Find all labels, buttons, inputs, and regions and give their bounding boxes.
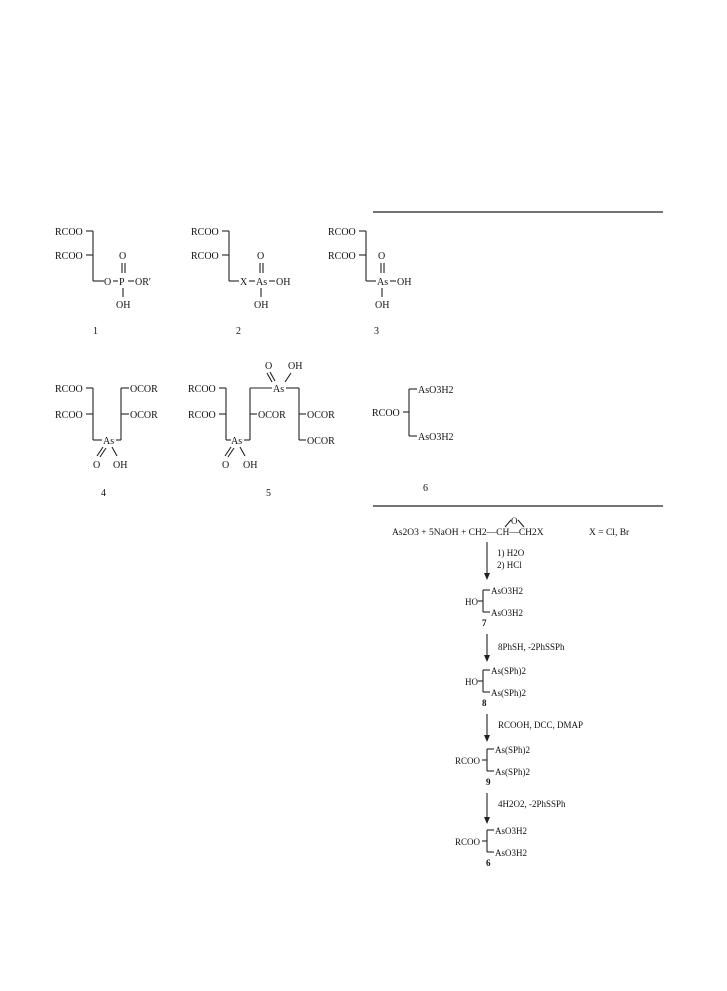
s4-rcoo-top: RCOO xyxy=(55,384,83,395)
s2-as: As xyxy=(256,277,268,288)
s1-p: P xyxy=(119,277,125,288)
s2-rcoo-mid: RCOO xyxy=(191,251,219,262)
structure-6 xyxy=(372,212,663,494)
s4-bond xyxy=(112,447,117,456)
s5-bond xyxy=(240,447,245,456)
s4-rcoo-mid: RCOO xyxy=(55,410,83,421)
c7-label: 7 xyxy=(482,618,487,628)
s5-as-bot: As xyxy=(231,436,243,447)
epoxide-oxygen: O xyxy=(511,516,518,526)
step1-line1: 1) H2O xyxy=(497,548,525,558)
c8-bot: As(SPh)2 xyxy=(491,688,527,698)
s5-bot-o: O xyxy=(222,460,230,471)
s3-rcoo-top: RCOO xyxy=(328,227,356,238)
s3-rcoo-mid: RCOO xyxy=(328,251,356,262)
s6-rcoo: RCOO xyxy=(372,408,400,419)
s4-label: 4 xyxy=(101,488,106,499)
s3-oh: OH xyxy=(375,300,390,311)
s1-dbl-o: O xyxy=(119,251,127,262)
structure-1 xyxy=(55,227,151,337)
s1-label: 1 xyxy=(93,326,98,337)
arrowhead xyxy=(484,817,490,824)
s1-rcoo-top: RCOO xyxy=(55,227,83,238)
arrowhead xyxy=(484,655,490,662)
s3-oh-right: OH xyxy=(397,277,412,288)
s4-as: As xyxy=(103,436,115,447)
reaction-condition: X = Cl, Br xyxy=(589,528,630,538)
s1-oh: OH xyxy=(116,300,131,311)
structure-4 xyxy=(55,384,158,499)
s5-ocor-r-bot: OCOR xyxy=(307,436,335,447)
s6-aso3h2-bot: AsO3H2 xyxy=(418,432,454,443)
s1-rcoo-mid: RCOO xyxy=(55,251,83,262)
c6-label: 6 xyxy=(486,858,491,868)
c7-bot: AsO3H2 xyxy=(491,608,524,618)
s4-ocor-top: OCOR xyxy=(130,384,158,395)
s2-oh: OH xyxy=(254,300,269,311)
c7-left: HO xyxy=(465,597,478,607)
s5-bot-oh: OH xyxy=(243,460,258,471)
s5-ocor-r-mid: OCOR xyxy=(307,410,335,421)
epoxide-bond xyxy=(518,520,524,527)
s5-bond xyxy=(285,373,291,382)
c8-label: 8 xyxy=(482,698,487,708)
s4-dbl-o: O xyxy=(93,460,101,471)
c6-bot: AsO3H2 xyxy=(495,848,528,858)
s5-ocor-center: OCOR xyxy=(258,410,286,421)
structure-5 xyxy=(188,361,335,499)
synthesis-scheme xyxy=(373,506,663,868)
step2-reagent: 8PhSH, -2PhSSPh xyxy=(498,642,565,652)
s5-top-o: O xyxy=(265,361,273,372)
structure-2 xyxy=(191,227,290,337)
s5-rcoo-mid: RCOO xyxy=(188,410,216,421)
s6-label: 6 xyxy=(423,483,428,494)
reaction-reactants: As2O3 + 5NaOH + CH2—CH—CH2X xyxy=(392,528,544,538)
arrowhead xyxy=(484,573,490,580)
s1-or: OR' xyxy=(135,277,151,288)
structure-3 xyxy=(328,227,411,337)
s3-as: As xyxy=(377,277,389,288)
s2-rcoo-top: RCOO xyxy=(191,227,219,238)
c8-top: As(SPh)2 xyxy=(491,666,527,676)
s5-label: 5 xyxy=(266,488,271,499)
c9-bot: As(SPh)2 xyxy=(495,767,531,777)
c9-label: 9 xyxy=(486,777,491,787)
s5-top-oh: OH xyxy=(288,361,303,372)
s2-oh-right: OH xyxy=(276,277,291,288)
s4-ocor-mid: OCOR xyxy=(130,410,158,421)
s5-rcoo-top: RCOO xyxy=(188,384,216,395)
c7-top: AsO3H2 xyxy=(491,586,524,596)
s2-dbl-o: O xyxy=(257,251,265,262)
c9-top: As(SPh)2 xyxy=(495,745,531,755)
c6-left: RCOO xyxy=(455,837,481,847)
c6-top: AsO3H2 xyxy=(495,826,528,836)
s4-oh: OH xyxy=(113,460,128,471)
s6-aso3h2-top: AsO3H2 xyxy=(418,385,454,396)
s2-x: X xyxy=(240,277,248,288)
step1-line2: 2) HCl xyxy=(497,560,522,570)
arrowhead xyxy=(484,735,490,742)
s3-dbl-o: O xyxy=(378,251,386,262)
s1-o: O xyxy=(104,277,112,288)
s3-label: 3 xyxy=(374,326,379,337)
s2-label: 2 xyxy=(236,326,241,337)
step4-reagent: 4H2O2, -2PhSSPh xyxy=(498,799,566,809)
c9-left: RCOO xyxy=(455,756,481,766)
c8-left: HO xyxy=(465,677,478,687)
step3-reagent: RCOOH, DCC, DMAP xyxy=(498,720,584,730)
s5-as-top: As xyxy=(273,384,285,395)
